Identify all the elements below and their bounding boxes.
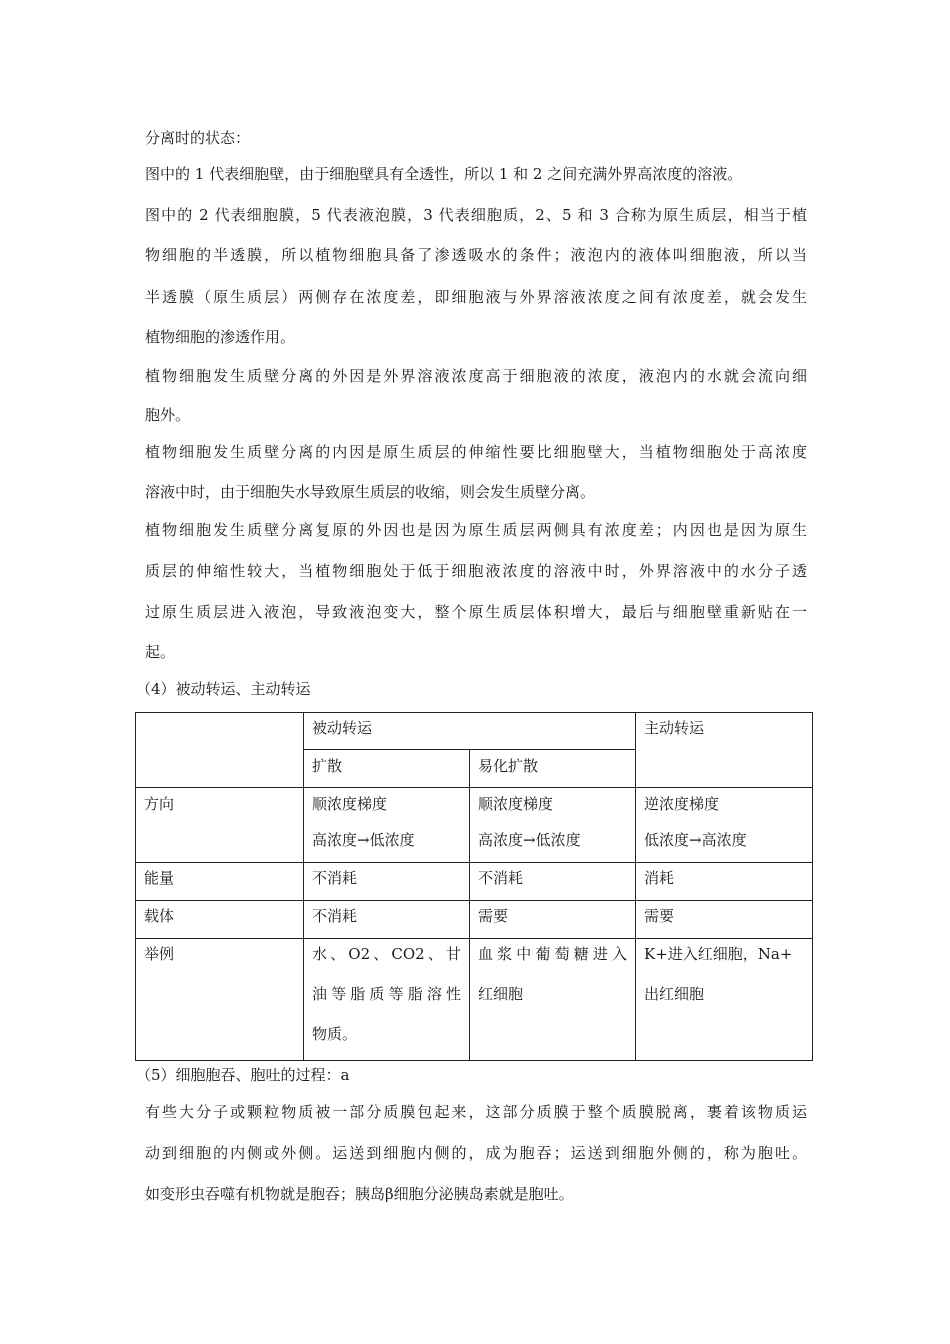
table-cell: 不消耗	[304, 901, 470, 939]
paragraph-line: 起。	[145, 643, 176, 661]
header-active-transport: 主动转运	[636, 713, 813, 788]
table-header-row	[136, 713, 813, 750]
table-cell: K+进入红细胞，Na+ 出红细胞	[636, 939, 813, 1061]
row-label: 方向	[136, 788, 304, 863]
table-cell: 逆浓度梯度 低浓度→高浓度	[636, 788, 813, 863]
table-cell: 水、O2、CO2、甘 油等脂质等脂溶性 物质。	[304, 939, 470, 1061]
table-cell: 血浆中葡萄糖进入 红细胞	[470, 939, 636, 1061]
table-row	[136, 939, 813, 1061]
table-cell: 不消耗	[470, 863, 636, 901]
paragraph-line: 溶液中时，由于细胞失水导致原生质层的收缩，则会发生质壁分离。	[145, 483, 596, 501]
table-corner-cell	[136, 713, 304, 788]
table-cell: 顺浓度梯度 高浓度→低浓度	[470, 788, 636, 863]
row-label: 举例	[136, 939, 304, 1061]
paragraph-line: 植物细胞发生质壁分离的外因是外界溶液浓度高于细胞液的浓度，液泡内的水就会流向细	[145, 367, 807, 385]
row-label: 能量	[136, 863, 304, 901]
paragraph-line: 过原生质层进入液泡，导致液泡变大，整个原生质层体积增大，最后与细胞壁重新贴在一	[145, 603, 807, 621]
paragraph-line: 植物细胞发生质壁分离复原的外因也是因为原生质层两侧具有浓度差；内因也是因为原生	[145, 521, 807, 539]
transport-comparison-table	[135, 712, 813, 1061]
paragraph-line: 分离时的状态：	[145, 129, 251, 147]
paragraph-line: 动到细胞的内侧或外侧。运送到细胞内侧的，成为胞吞；运送到细胞外侧的，称为胞吐。	[145, 1144, 807, 1162]
header-passive-transport: 被动转运	[304, 713, 636, 750]
paragraph-line: 图中的 2 代表细胞膜，5 代表液泡膜，3 代表细胞质，2、5 和 3 合称为原生质层，相当于植	[145, 206, 807, 224]
paragraph-line: 胞外。	[145, 406, 191, 424]
subheader-diffusion: 扩散	[304, 750, 470, 788]
paragraph-line: 如变形虫吞噬有机物就是胞吞；胰岛β细胞分泌胰岛素就是胞吐。	[145, 1185, 574, 1203]
table-cell: 需要	[636, 901, 813, 939]
table-cell: 消耗	[636, 863, 813, 901]
row-label: 载体	[136, 901, 304, 939]
table-row	[136, 901, 813, 939]
paragraph-line: 半透膜（原生质层）两侧存在浓度差，即细胞液与外界溶液浓度之间有浓度差，就会发生	[145, 288, 807, 306]
paragraph-line: 质层的伸缩性较大，当植物细胞处于低于细胞液浓度的溶液中时，外界溶液中的水分子透	[145, 562, 807, 580]
table-cell: 顺浓度梯度 高浓度→低浓度	[304, 788, 470, 863]
paragraph-line: 物细胞的半透膜，所以植物细胞具备了渗透吸水的条件；液泡内的液体叫细胞液，所以当	[145, 246, 807, 264]
table-row	[136, 863, 813, 901]
paragraph-line: 植物细胞的渗透作用。	[145, 328, 296, 346]
table-cell: 需要	[470, 901, 636, 939]
section-heading: （4）被动转运、主动转运	[136, 680, 311, 698]
section-heading: （5）细胞胞吞、胞吐的过程：a	[136, 1066, 350, 1084]
paragraph-line: 植物细胞发生质壁分离的内因是原生质层的伸缩性要比细胞壁大，当植物细胞处于高浓度	[145, 443, 807, 461]
paragraph-line: 有些大分子或颗粒物质被一部分质膜包起来，这部分质膜于整个质膜脱离，裹着该物质运	[145, 1103, 807, 1121]
table-row	[136, 788, 813, 863]
paragraph-line: 图中的 1 代表细胞壁，由于细胞壁具有全透性，所以 1 和 2 之间充满外界高浓度的溶液。	[145, 165, 743, 183]
table-cell: 不消耗	[304, 863, 470, 901]
subheader-facilitated-diffusion: 易化扩散	[470, 750, 636, 788]
